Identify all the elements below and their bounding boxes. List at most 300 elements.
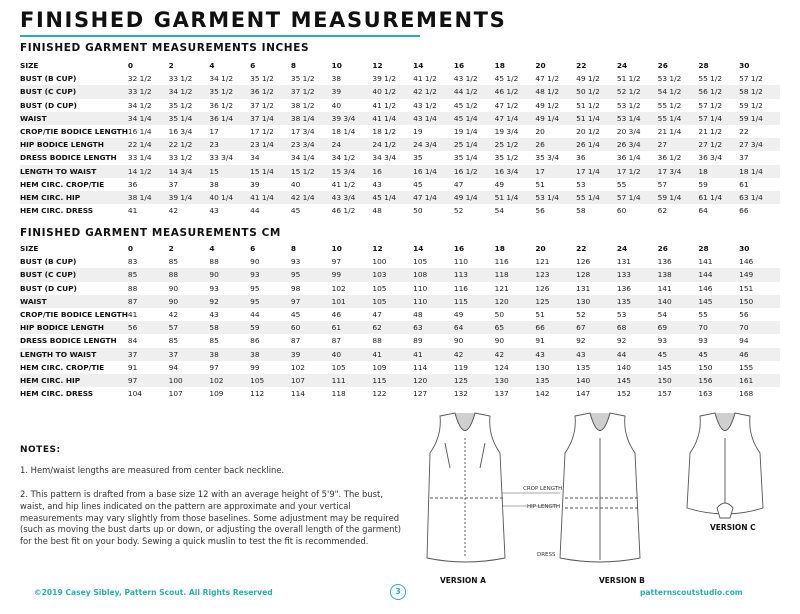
copyright-text: ©2019 Casey Sibley, Pattern Scout. All Rights Reserved xyxy=(34,588,273,597)
table-cell: 38 xyxy=(331,74,342,84)
table-row xyxy=(20,387,780,400)
table-cell: 46 1/2 xyxy=(495,85,536,98)
table-cell: 70 xyxy=(739,321,780,334)
table-cell: 48 1/2 xyxy=(535,85,576,98)
table-cell: 39 1/2 xyxy=(372,74,397,84)
table-cell: 40 1/4 xyxy=(209,191,250,204)
table-cell: 25 1/2 xyxy=(495,138,536,151)
table-row xyxy=(20,72,780,85)
table-cell: 37 xyxy=(128,348,169,361)
notes-heading: NOTES: xyxy=(20,445,61,455)
table-cell: 90 xyxy=(169,295,210,308)
table-cell: 125 xyxy=(535,295,576,308)
table-cell: 54 1/2 xyxy=(658,85,699,98)
table-cell: 40 xyxy=(290,179,301,189)
table-cell: 45 xyxy=(658,348,699,361)
table-cell: 49 1/4 xyxy=(454,191,495,204)
table-row xyxy=(20,321,780,334)
row-label: BUST (C CUP) xyxy=(20,85,128,98)
table-cell: 33 1/4 xyxy=(127,153,152,163)
table-row xyxy=(20,268,780,281)
table-cell: 45 1/2 xyxy=(494,74,519,84)
table-cell: 108 xyxy=(413,268,454,281)
table-cell: 93 xyxy=(657,336,668,346)
table-cell: 53 1/4 xyxy=(535,191,576,204)
row-label: WAIST xyxy=(20,295,128,308)
table-row xyxy=(20,308,780,321)
size-header-cell: 24 xyxy=(617,59,658,72)
table-cell: 38 xyxy=(209,348,250,361)
table-cell: 115 xyxy=(372,374,413,387)
table-cell: 57 1/4 xyxy=(617,191,658,204)
hip-length-label: HIP LENGTH xyxy=(527,504,561,510)
table-row xyxy=(20,282,780,295)
row-label: CROP/TIE BODICE LENGTH xyxy=(20,127,128,137)
table-cell: 127 xyxy=(413,389,428,399)
size-header-cell: 2 xyxy=(169,242,210,255)
table-cell: 23 1/4 xyxy=(250,138,291,151)
table-cell: 22 xyxy=(739,127,749,137)
table-cell: 18 xyxy=(698,165,739,178)
table-cell: 59 1/4 xyxy=(658,191,699,204)
table-cell: 57 xyxy=(169,321,210,334)
table-cell: 35 1/2 xyxy=(168,100,193,110)
table-cell: 17 xyxy=(535,165,576,178)
table-cell: 130 xyxy=(495,374,536,387)
table-cell: 40 xyxy=(331,100,342,110)
table-cell: 105 xyxy=(413,257,428,267)
table-cell: 65 xyxy=(495,321,536,334)
table-cell: 60 xyxy=(616,206,627,216)
table-cell: 90 xyxy=(494,336,505,346)
table-cell: 116 xyxy=(494,257,509,267)
table-cell: 93 xyxy=(290,257,301,267)
table-cell: 116 xyxy=(453,283,468,293)
table-cell: 62 xyxy=(657,206,668,216)
table-cell: 56 1/2 xyxy=(698,85,739,98)
table-cell: 34 3/4 xyxy=(372,153,397,163)
table-cell: 50 xyxy=(494,310,505,320)
table-cell: 111 xyxy=(332,374,373,387)
table-cell: 55 xyxy=(698,310,708,320)
table-cell: 54 xyxy=(657,310,668,320)
table-cell: 92 xyxy=(616,336,627,346)
row-label: DRESS BODICE LENGTH xyxy=(20,336,117,346)
table-cell: 16 3/4 xyxy=(168,127,193,137)
version-b-label: VERSION B xyxy=(599,576,645,585)
table-cell: 43 xyxy=(535,348,576,361)
table-cell: 43 1/2 xyxy=(453,74,478,84)
table-cell: 114 xyxy=(290,389,305,399)
table-cell: 42 1/4 xyxy=(291,191,332,204)
table-cell: 59 1/4 xyxy=(739,112,780,125)
table-cell: 47 1/4 xyxy=(495,112,536,125)
size-header-cell: 12 xyxy=(372,59,413,72)
table-cell: 36 xyxy=(127,179,138,189)
table-cell: 150 xyxy=(739,295,780,308)
table-cell: 131 xyxy=(576,283,591,293)
table-cell: 33 3/4 xyxy=(209,153,234,163)
table-cell: 33 1/2 xyxy=(168,153,193,163)
table-cell: 140 xyxy=(576,374,617,387)
table-cell: 35 1/2 xyxy=(290,74,315,84)
table-cell: 47 xyxy=(372,310,382,320)
table-cell: 113 xyxy=(454,268,495,281)
table-cell: 49 xyxy=(453,310,464,320)
table-cell: 88 xyxy=(169,268,210,281)
size-header-cell: 16 xyxy=(454,242,495,255)
table-cell: 105 xyxy=(372,283,387,293)
table-cell: 150 xyxy=(658,374,699,387)
table-cell: 18 1/2 xyxy=(372,127,397,137)
table-cell: 56 xyxy=(535,206,545,216)
table-row xyxy=(20,151,780,164)
table-cell: 126 xyxy=(535,283,550,293)
table-cell: 135 xyxy=(576,362,591,372)
table-cell: 122 xyxy=(372,389,387,399)
table-cell: 107 xyxy=(291,374,332,387)
table-cell: 135 xyxy=(617,295,658,308)
row-label: HEM CIRC. CROP/TIE xyxy=(20,179,105,189)
row-label: LENGTH TO WAIST xyxy=(20,348,128,361)
size-header-cell: 8 xyxy=(291,242,332,255)
table-cell: 36 1/4 xyxy=(209,112,250,125)
table-cell: 97 xyxy=(128,374,169,387)
table-cell: 41 1/2 xyxy=(372,100,397,110)
table-cell: 45 xyxy=(413,179,423,189)
table-cell: 25 1/4 xyxy=(454,138,495,151)
table-cell: 85 xyxy=(128,268,169,281)
table-cell: 35 xyxy=(413,153,423,163)
table-cell: 36 1/2 xyxy=(250,85,291,98)
table-cell: 23 3/4 xyxy=(291,138,332,151)
table-cell: 38 1/2 xyxy=(290,100,315,110)
table-cell: 98 xyxy=(290,283,301,293)
table-row xyxy=(20,334,780,347)
table-cell: 40 xyxy=(332,348,373,361)
table-cell: 140 xyxy=(616,362,631,372)
table-cell: 132 xyxy=(453,389,468,399)
table-cell: 47 xyxy=(453,179,464,189)
table-cell: 57 1/2 xyxy=(739,74,763,84)
table-cell: 59 xyxy=(250,321,291,334)
table-row xyxy=(20,125,780,138)
table-cell: 49 1/4 xyxy=(535,112,576,125)
table-cell: 42 xyxy=(168,206,179,216)
table-cell: 46 xyxy=(739,348,780,361)
table-row xyxy=(20,178,780,191)
table-cell: 16 3/4 xyxy=(495,165,536,178)
table-cell: 42 xyxy=(168,310,179,320)
table-cell: 128 xyxy=(576,268,617,281)
version-b-drawing xyxy=(560,413,640,562)
inches-section-title: FINISHED GARMENT MEASUREMENTS INCHES xyxy=(20,42,310,54)
table-cell: 137 xyxy=(494,389,509,399)
table-cell: 61 1/4 xyxy=(698,191,739,204)
table-cell: 34 1/2 xyxy=(209,74,234,84)
table-cell: 59 1/2 xyxy=(739,100,763,110)
row-label: HEM CIRC. DRESS xyxy=(20,206,94,216)
table-cell: 87 xyxy=(128,295,169,308)
table-cell: 110 xyxy=(413,283,428,293)
row-label: HEM CIRC. HIP xyxy=(20,191,128,204)
table-cell: 151 xyxy=(739,283,754,293)
table-cell: 90 xyxy=(250,257,260,267)
table-cell: 42 xyxy=(495,348,536,361)
table-cell: 37 1/2 xyxy=(250,100,274,110)
table-cell: 120 xyxy=(495,295,536,308)
table-cell: 144 xyxy=(698,268,739,281)
table-cell: 15 xyxy=(209,165,250,178)
table-cell: 146 xyxy=(698,283,713,293)
table-cell: 85 xyxy=(168,257,179,267)
table-cell: 53 1/4 xyxy=(617,112,658,125)
table-cell: 22 1/4 xyxy=(128,138,169,151)
table-row xyxy=(20,348,780,361)
table-cell: 15 1/4 xyxy=(250,165,291,178)
table-cell: 53 1/2 xyxy=(657,74,682,84)
table-cell: 93 xyxy=(209,283,219,293)
table-cell: 45 xyxy=(290,206,301,216)
table-cell: 44 xyxy=(617,348,658,361)
table-cell: 38 1/4 xyxy=(291,112,332,125)
table-cell: 60 xyxy=(291,321,332,334)
size-header-cell: 8 xyxy=(291,59,332,72)
table-cell: 45 1/4 xyxy=(454,112,495,125)
table-cell: 51 1/2 xyxy=(576,100,600,110)
table-cell: 58 xyxy=(576,206,586,216)
size-header-cell: 0 xyxy=(128,59,169,72)
table-cell: 67 xyxy=(576,321,617,334)
table-cell: 16 1/2 xyxy=(454,165,495,178)
table-cell: 142 xyxy=(535,389,550,399)
table-cell: 43 1/4 xyxy=(413,112,454,125)
table-cell: 105 xyxy=(372,295,413,308)
table-cell: 35 1/2 xyxy=(494,153,519,163)
table-cell: 18 1/4 xyxy=(739,165,780,178)
table-cell: 17 xyxy=(209,127,219,137)
table-cell: 18 1/4 xyxy=(331,127,356,137)
table-cell: 39 3/4 xyxy=(332,112,373,125)
row-label: BUST (D CUP) xyxy=(20,283,77,293)
table-cell: 55 1/4 xyxy=(658,112,699,125)
table-cell: 53 xyxy=(616,310,627,320)
table-cell: 39 xyxy=(250,179,260,189)
table-cell: 15 1/2 xyxy=(291,165,332,178)
size-header-cell: 20 xyxy=(535,59,576,72)
table-cell: 41 1/4 xyxy=(372,112,413,125)
table-cell: 103 xyxy=(372,268,413,281)
table-cell: 50 xyxy=(413,206,423,216)
table-cell: 54 xyxy=(494,206,505,216)
table-cell: 21 1/4 xyxy=(657,127,682,137)
table-cell: 35 1/2 xyxy=(209,85,250,98)
table-cell: 91 xyxy=(127,362,138,372)
table-cell: 104 xyxy=(127,389,142,399)
table-cell: 49 1/2 xyxy=(535,100,560,110)
table-cell: 37 xyxy=(168,179,179,189)
table-cell: 90 xyxy=(209,268,250,281)
table-cell: 136 xyxy=(616,283,631,293)
crop-length-label: CROP LENGTH xyxy=(523,486,563,492)
table-cell: 141 xyxy=(698,257,713,267)
table-cell: 36 1/2 xyxy=(209,100,234,110)
table-cell: 141 xyxy=(657,283,672,293)
table-cell: 83 xyxy=(127,257,138,267)
table-cell: 110 xyxy=(413,295,454,308)
version-a-drawing xyxy=(427,413,505,562)
table-cell: 45 xyxy=(698,348,739,361)
table-cell: 35 1/4 xyxy=(453,153,478,163)
table-cell: 43 3/4 xyxy=(332,191,373,204)
table-cell: 33 1/2 xyxy=(128,85,169,98)
table-cell: 163 xyxy=(698,389,713,399)
table-cell: 102 xyxy=(209,374,250,387)
table-cell: 58 1/2 xyxy=(739,85,780,98)
cm-section-title: FINISHED GARMENT MEASUREMENTS CM xyxy=(20,227,281,239)
table-cell: 45 1/4 xyxy=(372,191,413,204)
table-cell: 88 xyxy=(209,257,219,267)
dress-length-label: DRESS xyxy=(537,552,556,558)
table-cell: 121 xyxy=(535,257,550,267)
table-cell: 17 1/4 xyxy=(576,165,617,178)
table-cell: 48 xyxy=(372,206,382,216)
table-cell: 40 1/2 xyxy=(372,85,413,98)
table-cell: 90 xyxy=(453,336,464,346)
table-cell: 97 xyxy=(209,362,219,372)
table-cell: 145 xyxy=(657,362,672,372)
table-cell: 27 xyxy=(658,138,699,151)
table-cell: 99 xyxy=(250,362,260,372)
table-cell: 17 1/2 xyxy=(250,127,274,137)
table-cell: 112 xyxy=(250,389,265,399)
table-row xyxy=(20,85,780,98)
table-cell: 41 1/4 xyxy=(250,191,291,204)
size-header-label: SIZE xyxy=(20,59,128,72)
table-row xyxy=(20,99,780,112)
table-cell: 55 1/4 xyxy=(576,191,617,204)
table-cell: 57 1/2 xyxy=(698,100,723,110)
table-cell: 85 xyxy=(209,336,219,346)
size-header-cell: 28 xyxy=(698,59,739,72)
table-cell: 63 xyxy=(413,321,454,334)
table-cell: 130 xyxy=(576,295,617,308)
table-cell: 34 1/2 xyxy=(127,100,152,110)
table-cell: 61 xyxy=(332,321,373,334)
size-header-cell: 30 xyxy=(739,242,780,255)
row-label: HEM CIRC. DRESS xyxy=(20,389,94,399)
table-cell: 130 xyxy=(535,362,550,372)
table-cell: 34 1/4 xyxy=(290,153,315,163)
table-cell: 150 xyxy=(698,362,713,372)
table-cell: 16 xyxy=(372,165,413,178)
table-cell: 56 xyxy=(739,310,749,320)
table-cell: 51 xyxy=(535,310,545,320)
table-cell: 105 xyxy=(331,362,346,372)
table-cell: 43 1/2 xyxy=(413,100,437,110)
table-cell: 100 xyxy=(372,257,387,267)
table-cell: 109 xyxy=(372,362,387,372)
table-cell: 41 xyxy=(127,310,138,320)
table-cell: 50 1/2 xyxy=(576,85,617,98)
table-cell: 26 1/4 xyxy=(576,138,617,151)
table-cell: 109 xyxy=(209,389,224,399)
table-cell: 145 xyxy=(698,295,739,308)
table-cell: 37 xyxy=(739,153,749,163)
table-cell: 27 1/2 xyxy=(698,138,739,151)
table-cell: 124 xyxy=(494,362,509,372)
table-cell: 41 1/2 xyxy=(331,179,356,189)
size-header-cell: 18 xyxy=(495,242,536,255)
version-c-label: VERSION C xyxy=(710,523,756,532)
size-header-cell: 14 xyxy=(413,59,454,72)
table-cell: 17 3/4 xyxy=(290,127,315,137)
row-label: WAIST xyxy=(20,112,128,125)
row-label: BUST (C CUP) xyxy=(20,268,128,281)
table-cell: 133 xyxy=(617,268,658,281)
table-row xyxy=(20,204,780,217)
table-row xyxy=(20,295,780,308)
table-cell: 145 xyxy=(617,374,658,387)
table-cell: 47 1/4 xyxy=(413,191,454,204)
row-label: HIP BODICE LENGTH xyxy=(20,321,128,334)
size-header-cell: 30 xyxy=(739,59,780,72)
table-cell: 43 xyxy=(209,310,219,320)
table-cell: 39 xyxy=(291,348,332,361)
table-cell: 97 xyxy=(331,257,342,267)
table-cell: 123 xyxy=(535,268,576,281)
table-row xyxy=(20,112,780,125)
table-cell: 24 3/4 xyxy=(413,138,454,151)
table-cell: 45 xyxy=(290,310,301,320)
table-cell: 94 xyxy=(739,336,749,346)
table-cell: 126 xyxy=(576,257,591,267)
inches-table xyxy=(20,59,780,217)
row-label: CROP/TIE BODICE LENGTH xyxy=(20,310,128,320)
table-cell: 19 xyxy=(413,127,423,137)
table-cell: 57 xyxy=(657,179,668,189)
table-cell: 38 xyxy=(209,179,219,189)
table-cell: 38 xyxy=(250,348,291,361)
table-cell: 34 1/2 xyxy=(169,85,210,98)
table-cell: 52 xyxy=(576,310,586,320)
table-cell: 46 1/2 xyxy=(331,206,356,216)
table-row xyxy=(20,361,780,374)
table-cell: 36 3/4 xyxy=(698,153,723,163)
table-cell: 93 xyxy=(698,336,708,346)
table-cell: 121 xyxy=(494,283,509,293)
table-cell: 51 1/2 xyxy=(616,74,641,84)
website-link[interactable]: patternscoutstudio.com xyxy=(640,588,743,597)
table-cell: 37 xyxy=(169,348,210,361)
table-cell: 14 1/2 xyxy=(128,165,169,178)
table-cell: 118 xyxy=(495,268,536,281)
table-cell: 95 xyxy=(291,268,332,281)
table-cell: 15 3/4 xyxy=(332,165,373,178)
table-cell: 19 3/4 xyxy=(494,127,519,137)
size-header-cell: 10 xyxy=(332,242,373,255)
size-header-cell: 4 xyxy=(209,59,250,72)
size-header-cell: 24 xyxy=(617,242,658,255)
table-cell: 39 1/4 xyxy=(169,191,210,204)
table-cell: 51 1/4 xyxy=(495,191,536,204)
table-cell: 34 1/4 xyxy=(128,112,169,125)
table-cell: 22 1/2 xyxy=(169,138,210,151)
size-header-cell: 0 xyxy=(128,242,169,255)
garment-illustrations xyxy=(405,408,795,593)
table-cell: 64 xyxy=(454,321,495,334)
table-cell: 115 xyxy=(454,295,495,308)
